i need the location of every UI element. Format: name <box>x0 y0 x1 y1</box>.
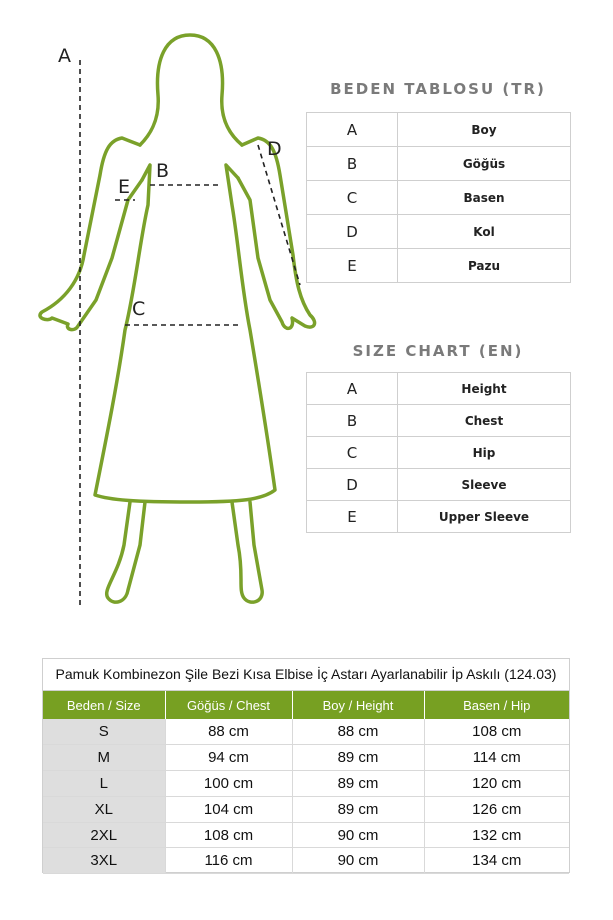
hip-cell: 114 cm <box>424 745 569 771</box>
table-row <box>307 373 571 405</box>
header-chest: Göğüs / Chest <box>165 691 292 719</box>
size-cell: XL <box>43 796 165 822</box>
label-c: C <box>132 298 146 320</box>
hip-cell: 132 cm <box>424 822 569 848</box>
en-chart-title: SIZE CHART (EN) <box>352 342 524 360</box>
table-row <box>307 113 571 147</box>
size-cell: L <box>43 771 165 797</box>
size-cell: M <box>43 745 165 771</box>
header-hip: Basen / Hip <box>424 691 569 719</box>
row-key: A <box>307 373 398 405</box>
table-row <box>307 147 571 181</box>
tr-chart-title: BEDEN TABLOSU (TR) <box>330 80 546 98</box>
hip-cell: 108 cm <box>424 719 569 745</box>
left-arm-outline <box>40 138 142 330</box>
table-row <box>43 771 569 797</box>
size-cell: S <box>43 719 165 745</box>
row-key: B <box>307 147 398 181</box>
label-a: A <box>58 45 71 67</box>
chest-cell: 88 cm <box>165 719 292 745</box>
row-value: Hip <box>398 437 571 469</box>
size-table-block <box>42 658 570 873</box>
en-chart-table <box>306 372 571 533</box>
size-table <box>43 691 569 874</box>
height-cell: 89 cm <box>292 745 424 771</box>
tr-chart-table <box>306 112 571 283</box>
hip-cell: 126 cm <box>424 796 569 822</box>
row-key: C <box>307 181 398 215</box>
height-cell: 89 cm <box>292 796 424 822</box>
size-cell: 3XL <box>43 848 165 874</box>
header-height: Boy / Height <box>292 691 424 719</box>
size-table-header <box>43 691 569 719</box>
chest-cell: 94 cm <box>165 745 292 771</box>
table-row <box>307 249 571 283</box>
body-outline <box>40 35 315 602</box>
hip-cell: 134 cm <box>424 848 569 874</box>
height-cell: 90 cm <box>292 822 424 848</box>
hip-cell: 120 cm <box>424 771 569 797</box>
table-row <box>43 745 569 771</box>
row-key: A <box>307 113 398 147</box>
row-value: Pazu <box>398 249 571 283</box>
table-row <box>307 501 571 533</box>
left-leg-outline <box>107 502 145 602</box>
chest-cell: 108 cm <box>165 822 292 848</box>
row-key: D <box>307 215 398 249</box>
row-value: Kol <box>398 215 571 249</box>
row-value: Height <box>398 373 571 405</box>
row-key: E <box>307 249 398 283</box>
height-cell: 89 cm <box>292 771 424 797</box>
right-arm-outline <box>238 138 315 328</box>
table-row <box>307 215 571 249</box>
head-outline <box>140 35 242 145</box>
table-row <box>307 437 571 469</box>
table-row <box>307 405 571 437</box>
label-b: B <box>156 160 170 182</box>
row-key: D <box>307 469 398 501</box>
row-key: E <box>307 501 398 533</box>
row-value: Boy <box>398 113 571 147</box>
row-key: B <box>307 405 398 437</box>
chest-cell: 104 cm <box>165 796 292 822</box>
header-size: Beden / Size <box>43 691 165 719</box>
row-value: Göğüs <box>398 147 571 181</box>
table-row <box>43 822 569 848</box>
row-value: Sleeve <box>398 469 571 501</box>
row-value: Chest <box>398 405 571 437</box>
table-row <box>307 181 571 215</box>
right-leg-outline <box>232 502 262 602</box>
label-d: D <box>267 138 282 160</box>
height-cell: 90 cm <box>292 848 424 874</box>
table-row <box>43 796 569 822</box>
row-key: C <box>307 437 398 469</box>
row-value: Upper Sleeve <box>398 501 571 533</box>
chest-cell: 100 cm <box>165 771 292 797</box>
table-row <box>43 848 569 874</box>
row-value: Basen <box>398 181 571 215</box>
product-title: Pamuk Kombinezon Şile Bezi Kısa Elbise İç Astarı Ayarlanabilir İp Askılı (124.03) <box>43 659 569 691</box>
label-e: E <box>118 176 131 198</box>
height-cell: 88 cm <box>292 719 424 745</box>
table-row <box>307 469 571 501</box>
chest-cell: 116 cm <box>165 848 292 874</box>
table-row <box>43 719 569 745</box>
size-cell: 2XL <box>43 822 165 848</box>
